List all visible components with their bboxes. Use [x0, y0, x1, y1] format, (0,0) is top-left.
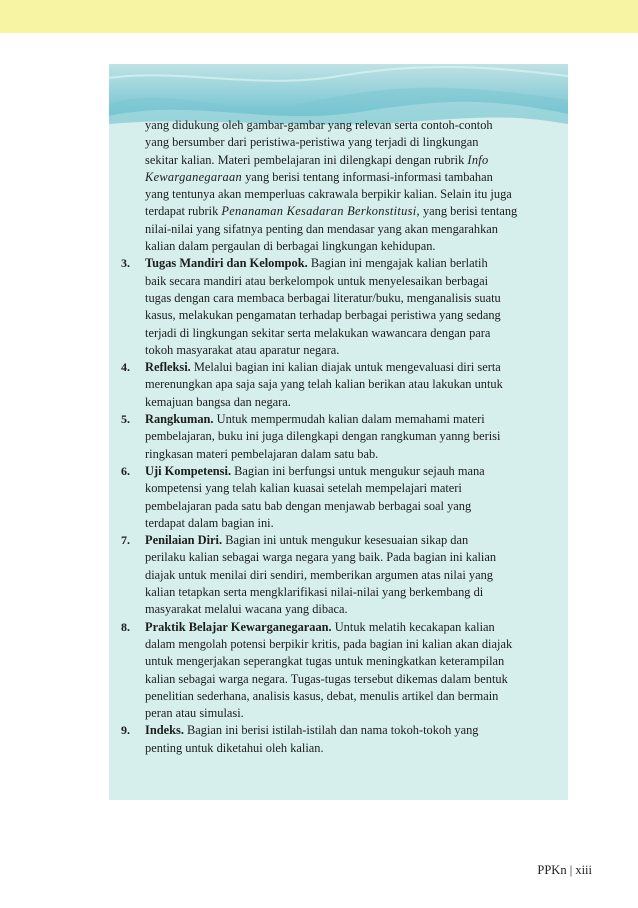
text-segment: pembelajaran, buku ini juga dilengkapi dengan rangkuman yanng berisi: [145, 429, 501, 444]
list-item-line: [115, 376, 567, 393]
list-item-line: [115, 567, 567, 584]
item-heading: Penilaian Diri.: [145, 533, 223, 548]
text-segment: diajak untuk menilai diri sendiri, memberikan argumen atas nilai yang: [145, 567, 493, 582]
list-item-line: [115, 463, 567, 480]
list-item: [115, 532, 567, 618]
list-item-number: 8.: [121, 619, 130, 634]
list-item-line: [115, 705, 567, 722]
list-item-line: [115, 290, 567, 307]
text-segment: yang berisi tentang informasi-informasi tambahan: [241, 169, 493, 184]
list-item-line: [115, 584, 567, 601]
text-segment: yang berisi tentang: [419, 204, 518, 219]
intro-text-line: [115, 186, 567, 203]
text-segment: Bagian ini berisi istilah-istilah dan nama tokoh-tokoh yang: [183, 723, 479, 738]
text-segment: terdapat dalam bagian ini.: [145, 515, 274, 530]
text-segment: penelitian sederhana, analisis kasus, debat, menulis artikel dan bermain: [145, 688, 499, 703]
intro-text-line: [115, 169, 567, 186]
list-item-line: [115, 549, 567, 566]
text-segment: kalian dalam pergaulan di berbagai lingkungan kehidupan.: [145, 239, 436, 254]
text-segment: yang bersumber dari peristiwa-peristiwa yang terjadi di lingkungan: [145, 135, 479, 150]
list-item-line: [115, 307, 567, 324]
text-segment: Bagian ini untuk mengukur kesesuaian sikap dan: [222, 533, 469, 548]
text-segment: nilai-nilai yang sifatnya penting dan mendasar yang akan mengarahkan: [145, 221, 499, 236]
text-segment: kalian sebagai warga negara. Tugas-tugas tersebut dikemas dalam bentuk: [145, 671, 508, 686]
list-item-line: [115, 411, 567, 428]
list-item-line: [115, 671, 567, 688]
top-color-band: [0, 0, 638, 33]
list-item-line: [115, 342, 567, 359]
list-item-number: 5.: [121, 412, 130, 427]
text-segment: yang didukung oleh gambar-gambar yang relevan serta contoh-contoh: [145, 118, 493, 132]
list-item-line: [115, 636, 567, 653]
intro-text-line: [115, 203, 567, 220]
list-item: [115, 359, 567, 411]
text-segment: peran atau simulasi.: [145, 706, 244, 721]
text-segment: untuk mengerjakan seperangkat tugas untuk meningkatkan keterampilan: [145, 654, 505, 669]
list-item: [115, 411, 567, 463]
item-heading: Rangkuman.: [145, 412, 214, 427]
text-segment: kompetensi yang telah kalian kuasai setelah mempelajari materi: [145, 481, 462, 496]
list-item-number: 9.: [121, 723, 130, 738]
item-heading: Praktik Belajar Kewarganegaraan.: [145, 619, 332, 634]
item-heading: Uji Kompetensi.: [145, 463, 232, 478]
intro-text-line: [115, 152, 567, 169]
list-item-number: 3.: [121, 256, 130, 271]
item-heading: Indeks.: [145, 723, 184, 738]
list-item-line: [115, 498, 567, 515]
text-segment: Kewarganegaraan: [145, 169, 242, 184]
text-segment: kemajuan bangsa dan negara.: [145, 394, 291, 409]
list-item-line: [115, 359, 567, 376]
text-segment: sekitar kalian. Materi pembelajaran ini dilengkapi dengan rubrik: [145, 152, 468, 167]
text-segment: merenungkan apa saja saja yang telah kalian berikan atau lakukan untuk: [145, 377, 503, 392]
text-segment: Info: [467, 152, 489, 167]
list-item: [115, 619, 567, 723]
text-segment: tokoh masyarakat atau aparatur negara.: [145, 342, 340, 357]
list-item-line: [115, 325, 567, 342]
list-item-line: [115, 532, 567, 549]
item-heading: Tugas Mandiri dan Kelompok.: [145, 256, 308, 271]
text-segment: terjadi di lingkungan sekitar serta melakukan wawancara dengan para: [145, 325, 491, 340]
text-segment: Untuk mempermudah kalian dalam memahami materi: [213, 412, 485, 427]
text-segment: Bagian ini berfungsi untuk mengukur sejauh mana: [231, 463, 485, 478]
list-item-line: [115, 480, 567, 497]
list-item: [115, 255, 567, 359]
intro-text-line: [115, 134, 567, 151]
list-item: [115, 463, 567, 532]
text-segment: Penanaman Kesadaran Berkonstitusi,: [221, 204, 420, 219]
text-segment: perilaku kalian sebagai warga negara yang baik. Pada bagian ini kalian: [145, 550, 497, 565]
list-item-line: [115, 428, 567, 445]
item-heading: Refleksi.: [145, 360, 191, 375]
intro-text-line: [115, 117, 567, 134]
list-item-number: 6.: [121, 463, 130, 478]
text-segment: penting untuk diketahui oleh kalian.: [145, 740, 324, 755]
text-segment: ringkasan materi pembelajaran dalam satu bab.: [145, 446, 379, 461]
list-item-line: [115, 446, 567, 463]
list-item-line: [115, 740, 567, 757]
intro-text-line: [115, 221, 567, 238]
list-item-number: 7.: [121, 533, 130, 548]
list-item-line: [115, 722, 567, 739]
page-footer: PPKn | xiii: [537, 863, 592, 877]
text-segment: terdapat rubrik: [145, 204, 222, 219]
list-item-line: [115, 601, 567, 618]
list-item-line: [115, 619, 567, 636]
text-segment: baik secara mandiri atau berkelompok untuk menyelesaikan berbagai: [145, 273, 489, 288]
text-segment: Melalui bagian ini kalian diajak untuk mengevaluasi diri serta: [190, 360, 501, 375]
text-segment: kasus, melakukan pengamatan terhadap berbagai peristiwa yang sedang: [145, 308, 501, 323]
list-item-line: [115, 273, 567, 290]
text-segment: kalian tetapkan serta mengklarifikasi nilai-nilai yang berkembang di: [145, 585, 484, 600]
body-text: [115, 117, 567, 757]
list-item-line: [115, 653, 567, 670]
text-segment: Bagian ini mengajak kalian berlatih: [307, 256, 488, 271]
text-segment: dalam mengolah potensi berpikir kritis, pada bagian ini kalian akan diajak: [145, 636, 513, 651]
text-segment: masyarakat melalui wacana yang dibaca.: [145, 602, 348, 617]
text-segment: tugas dengan cara membaca berbagai literatur/buku, menganalisis suatu: [145, 290, 501, 305]
list-item-number: 4.: [121, 360, 130, 375]
list-item-line: [115, 688, 567, 705]
list-item-line: [115, 515, 567, 532]
list-item-line: [115, 394, 567, 411]
text-segment: pembelajaran pada satu bab dengan menjawab berbagai soal yang: [145, 498, 472, 513]
list-item: [115, 722, 567, 757]
intro-text-line: [115, 238, 567, 255]
text-segment: Untuk melatih kecakapan kalian: [331, 619, 495, 634]
list-item-line: [115, 255, 567, 272]
text-segment: yang tentunya akan memperluas cakrawala berpikir kalian. Selain itu juga: [145, 187, 512, 202]
